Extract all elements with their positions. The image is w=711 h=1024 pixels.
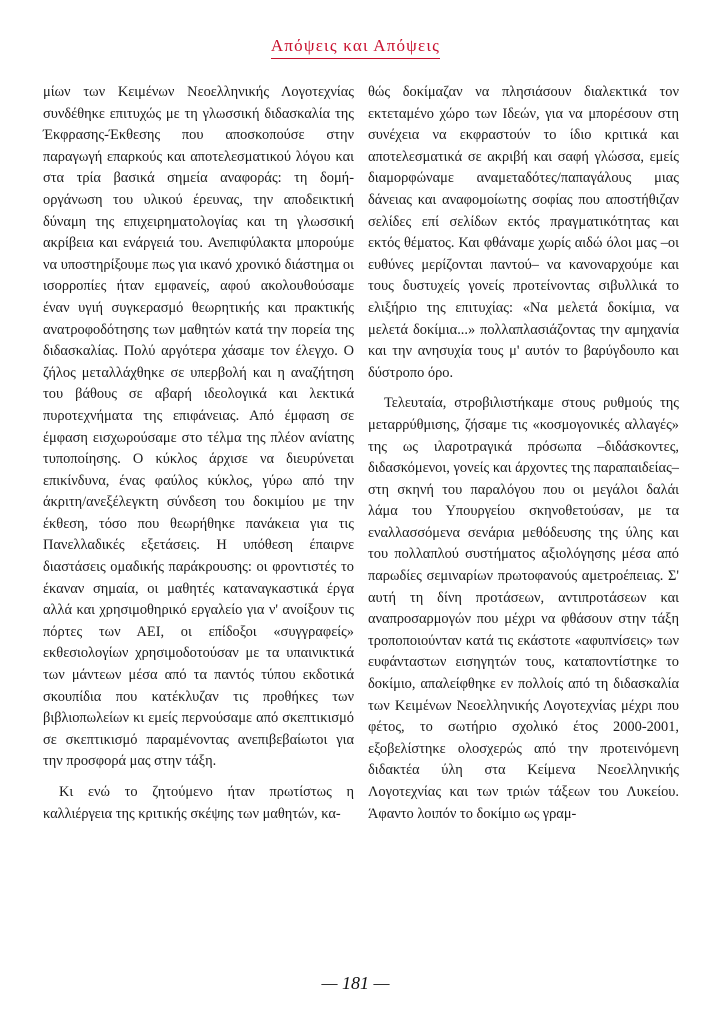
running-header-title: Απόψεις και Απόψεις bbox=[271, 36, 440, 59]
page-number: — 181 — bbox=[321, 973, 390, 993]
running-header bbox=[0, 36, 711, 59]
right-paragraph-2: Τελευταία, στροβιλιστήκαμε στους ρυθμούς της μεταρρύθμισης, ζήσαμε τις «κοσμογονικές αλλαγές» της ως ιλαροτραγικά πρόσωπα –διδάσκοντες, διδασκόμενοι, γονείς και άρχοντες της παραπαιδείας– στη σκηνή του παραλόγου που οι μεγάλοι δαλάι λάμα του Υπουργείου σκηνοθετούσαν, με τα εναλλασσόμενα σενάρια μεθόδευσης της ύλης και του πολλαπλού συστήματος αξιολόγησης μέσα από παρωδίες σεμιναρίων πρωτοφανούς αμετροέπειας. Σ' αυτή τη δίνη προτάσεων, αντιπροτάσεων και αναπροσαρμογών που μέχρι να φθάσουν στην τάξη τροποποιούνταν κατά τις εκάστοτε «αφυπνίσεις» των ευφάνταστων εισηγητών τους, καταποντίστηκε το δοκίμιο, απαλείφθηκε εν πολλοίς από τη διδασκαλία των Κειμένων Νεοελληνικής Λογοτεχνίας μέχρι που φέτος, το σωτήριο σχολικό έτος 2000-2001, εξοβελίστηκε ολοσχερώς από την προτεινόμενη διδακτέα ύλη στα Κείμενα Νεοελληνικής Λογοτεχνίας και των τριών τάξεων του Λυκείου. Άφαντο λοιπόν το δοκίμιο ως γραμ- bbox=[368, 395, 679, 822]
right-column bbox=[368, 82, 679, 825]
left-column bbox=[43, 82, 354, 825]
left-paragraph-2: Κι ενώ το ζητούμενο ήταν πρωτίστως η καλλιέργεια της κριτικής σκέψης των μαθητών, κα- bbox=[43, 784, 354, 822]
left-paragraph-1: μίων των Κειμένων Νεοελληνικής Λογοτεχνίας συνδέθηκε επιτυχώς με τη γλωσσική διδασκαλία της Έκφρασης-Έκθεσης που αποσκοπούσε στην παραγωγή επαρκούς και αποτελεσματικού λόγου και στα τρία βασικά σημεία αναφοράς: τη δομή-οργάνωση του υλικού έρευνας, την αποδεικτική δύναμη της επιχειρηματολογίας και τη γλωσσική ακρίβεια και ενάργειά του. Ανεπιφύλακτα μπορούμε να υποστηρίξουμε πως για ικανό χρονικό διάστημα οι ισορροπίες ήταν εμφανείς, αφού ακολουθούσαμε έναν υγιή συγκερασμό θεωρητικής και πρακτικής ανατροφοδότησης των μαθητών κατά την πορεία της διδασκαλίας. Πολύ αργότερα χάσαμε τον έλεγχο. Ο ζήλος μεταλλάχθηκε σε υπερβολή και η αναζήτηση του βάθους σε αβαρή ιδεολογικά και λεκτικά πυροτεχνήματα της επιφάνειας. Από έμφαση σε έμφαση εισχωρούσαμε στο τέλμα της πλέον ανίατης τυποποίησης. Ο κύκλος άρχισε να διευρύνεται επικίνδυνα, ένας φαύλος κύκλος, γύρω από την άκριτη/ανεξέλεγκτη σύνδεση του δοκιμίου με την έκθεση, τόσο που θεωρήθηκε πανάκεια για τις Πανελλαδικές εξετάσεις. Η υπόθεση έπαιρνε διαστάσεις ομαδικής παράκρουσης: οι φροντιστές το έκαναν σημαία, οι μαθητές καταναγκαστικά έργα αλλά και χρησιμοθηρικό εργαλείο για ν' ανοίξουν τις πόρτες των ΑΕΙ, οι επίδοξοι «συγγραφείς» εκθεσιολογίων χρησιμοδοτούσαν με τα υπαινικτικά των μάντεων μέσα από τα παντός τύπου εκδοτικά σκουπίδια που κατέκλυζαν τις προθήκες των βιβλιοπωλείων κι εμείς περνούσαμε από σκεπτικισμό σε σκεπτικισμό παραμένοντας ανεπιβεβαίωτοι για την προσφορά μας στην τάξη. bbox=[43, 84, 354, 770]
right-paragraph-1: θώς δοκίμαζαν να πλησιάσουν διαλεκτικά τον εκτεταμένο χώρο των Ιδεών, για να μπορέσουν στη συνέχεια να εκφραστούν το ίδιο κριτικά και αποτελεσματικά σε ακριβή και σαφή γλώσσα, εμείς διαμορφώναμε αναμεταδότες/παπαγάλους μιας δάνειας και αναφομοίωτης σοφίας που αποστήθιζαν σελίδες επί σελίδων εκτός πραγματικότητας και εκτός θέματος. Και φθάναμε χωρίς αιδώ όλοι μας –οι ευθύνες μερίζονται παντού– να κανοναρχούμε και τους δυστυχείς γονείς προτείνοντας σιβυλλικά το ελιξήριο της επιτυχίας: «Να μελετά δοκίμια, να μελετά δοκίμια...» πολλαπλασιάζοντας την αμηχανία και την ανησυχία τους μ' αυτόν το βαρύγδουπο και δύστροπο όρο. bbox=[368, 84, 679, 381]
